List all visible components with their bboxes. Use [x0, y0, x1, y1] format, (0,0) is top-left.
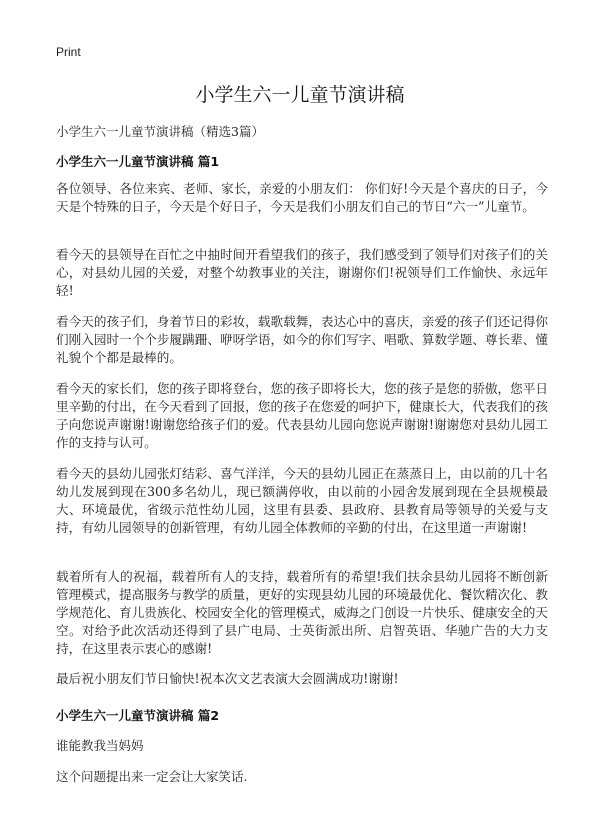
section-heading-2: 小学生六一儿童节演讲稿 篇2 — [56, 708, 220, 723]
section-heading-1: 小学生六一儿童节演讲稿 篇1 — [56, 154, 220, 169]
print-label[interactable]: Print — [56, 45, 81, 59]
paragraph-children: 看今天的孩子们，身着节日的彩妆，载歌载舞，表达心中的喜庆，亲爱的孩子们还记得你们刚入园时一个个步履蹒跚、咿呀学语，如今的你们写字、唱歌、算数学题、尊长辈、懂礼貌个个都是最棒的。 — [56, 314, 548, 365]
section2-line: 谁能教我当妈妈 — [56, 738, 144, 753]
paragraph-leaders: 看今天的县领导在百忙之中抽时间开看望我们的孩子，我们感受到了领导们对孩子们的关心，对县幼儿园的关爱，对整个幼教事业的关注，谢谢你们!祝领导们工作愉快、永远年轻! — [56, 247, 548, 298]
paragraph-parents: 看今天的家长们，您的孩子即将登台，您的孩子即将长大，您的孩子是您的骄傲，您平日里辛勤的付出，在今天看到了回报，您的孩子在您爱的呵护下，健康长大，代表我们的孩子向您说声谢谢!谢谢您给孩子们的爱。代表县幼儿园向您说声谢谢!谢谢您对县幼儿园工作的支持与认可。 — [56, 381, 548, 450]
section2-line: 这个问题提出来一定会让大家笑话. — [56, 769, 248, 784]
paragraph-greeting: 各位领导、各位来宾、老师、家长，亲爱的小朋友们： 你们好!今天是个喜庆的日子，今天是个特殊的日子，今天是个好日子，今天是我们小朋友们自己的节日“六一”儿童节。 — [56, 181, 548, 214]
paragraph-blessings: 载着所有人的祝福，载着所有人的支持，载着所有的希望!我们扶余县幼儿园将不断创新管理模式，提高服务与教学的质量，更好的实现县幼儿园的环境最优化、餐饮精次化、教学规范化、育儿贵族化、校园安全化的管理模式，威海之门创设一片快乐、健康安全的天空。对给予此次活动还得到了县广电局、士英街派出所、启智英语、华驰广告的大力支持，在这里表示衷心的感谢! — [56, 569, 548, 656]
document-subtitle: 小学生六一儿童节演讲稿（精选3篇） — [56, 124, 264, 139]
document-title: 小学生六一儿童节演讲稿 — [195, 84, 405, 106]
paragraph-closing: 最后祝小朋友们节日愉快!祝本次文艺表演大会圆满成功!谢谢! — [56, 671, 399, 686]
paragraph-kindergarten: 看今天的县幼儿园张灯结彩、喜气洋洋，今天的县幼儿园正在蒸蒸日上，由以前的几十名幼儿发展到现在300多名幼儿，现已额满停收，由以前的小园舍发展到现在全县规模最大、环境最优，省级示范性幼儿园，这里有县委、县政府、县教育局等领导的关爱与支持，有幼儿园领导的创新管理，有幼儿园全体教师的辛勤的付出，在这里道一声谢谢! — [56, 466, 548, 535]
